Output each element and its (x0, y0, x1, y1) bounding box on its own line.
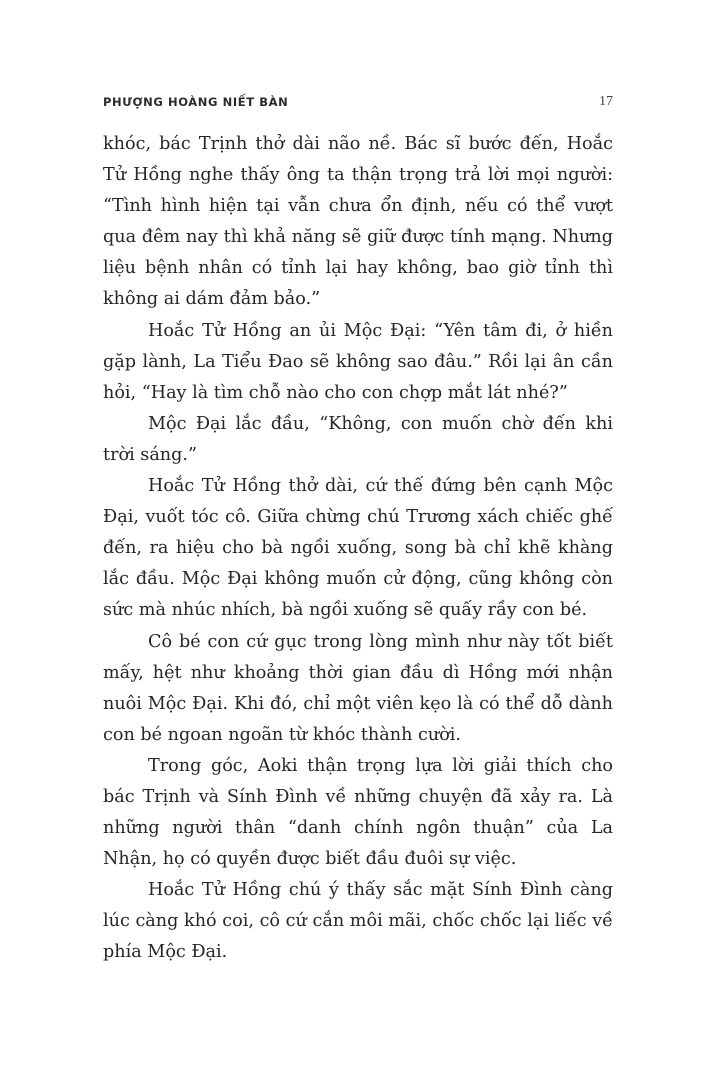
body-text (103, 129, 613, 969)
running-head (103, 92, 613, 112)
paragraph-5: Cô bé con cứ gục trong lòng mình như này tốt biết mấy, hệt như khoảng thời gian đầu dì Hồng mới nhận nuôi Mộc Đại. Khi đó, chỉ một viên kẹo là có thể dỗ dành con bé ngoan ngoãn từ khóc thành cười. (103, 631, 613, 745)
paragraph-6: Trong góc, Aoki thận trọng lựa lời giải thích cho bác Trịnh và Sính Đình về những chuyện đã xảy ra. Là những người thân “danh chính ngôn thuận” của La Nhận, họ có quyền được biết đầu đuôi sự việc. (103, 755, 613, 870)
paragraph-3: Mộc Đại lắc đầu, “Không, con muốn chờ đến khi trời sáng.” (103, 413, 613, 465)
page-number: 17 (599, 94, 613, 109)
paragraph-1: khóc, bác Trịnh thở dài não nề. Bác sĩ bước đến, Hoắc Tử Hồng nghe thấy ông ta thận trọng trả lời mọi người: “Tình hình hiện tại vẫn chưa ổn định, nếu có thể vượt qua đêm nay thì khả năng sẽ giữ được tính mạng. Nhưng liệu bệnh nhân có tỉnh lại hay không, bao giờ tỉnh thì không ai dám đảm bảo.” (103, 134, 613, 310)
paragraph-7: Hoắc Tử Hồng chú ý thấy sắc mặt Sính Đình càng lúc càng khó coi, cô cứ cắn môi mãi, chốc chốc lại liếc về phía Mộc Đại. (103, 880, 613, 963)
paragraph-2: Hoắc Tử Hồng an ủi Mộc Đại: “Yên tâm đi, ở hiền gặp lành, La Tiểu Đao sẽ không sao đâu.” Rồi lại ân cần hỏi, “Hay là tìm chỗ nào cho con chợp mắt lát nhé?” (103, 320, 613, 403)
book-title: PHƯỢNG HOÀNG NIẾT BÀN (103, 95, 289, 109)
paragraph-4: Hoắc Tử Hồng thở dài, cứ thế đứng bên cạnh Mộc Đại, vuốt tóc cô. Giữa chừng chú Trương xách chiếc ghế đến, ra hiệu cho bà ngồi xuống, song bà chỉ khẽ khàng lắc đầu. Mộc Đại không muốn cử động, cũng không còn sức mà nhúc nhích, bà ngồi xuống sẽ quấy rầy con bé. (103, 476, 613, 621)
